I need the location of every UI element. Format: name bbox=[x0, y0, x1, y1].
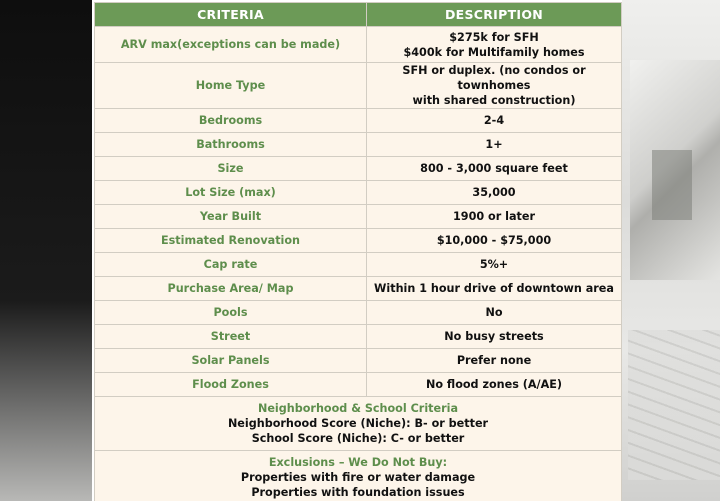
exclusions-cell bbox=[95, 451, 622, 501]
criteria-column-header: CRITERIA bbox=[95, 3, 367, 27]
description-cell: No bbox=[367, 301, 622, 325]
criteria-cell: ARV max(exceptions can be made) bbox=[95, 27, 367, 63]
description-cell: $10,000 - $75,000 bbox=[367, 229, 622, 253]
table-row bbox=[95, 277, 622, 301]
exclusion-item: Properties with foundation issues bbox=[251, 486, 465, 499]
description-line: SFH or duplex. (no condos or townhomes bbox=[402, 64, 586, 92]
table-row bbox=[95, 229, 622, 253]
description-line: with shared construction) bbox=[412, 94, 576, 107]
description-line: $400k for Multifamily homes bbox=[403, 45, 585, 59]
criteria-cell: Lot Size (max) bbox=[95, 181, 367, 205]
description-cell: 1900 or later bbox=[367, 205, 622, 229]
description-cell: No busy streets bbox=[367, 325, 622, 349]
criteria-cell: Estimated Renovation bbox=[95, 229, 367, 253]
background-keyboard-image bbox=[628, 330, 720, 480]
background-window-image bbox=[652, 150, 692, 220]
neighborhood-score-line: Neighborhood Score (Niche): B- or better bbox=[227, 417, 489, 430]
criteria-cell: Bedrooms bbox=[95, 109, 367, 133]
table-row bbox=[95, 349, 622, 373]
exclusions-title: Exclusions – We Do Not Buy: bbox=[268, 456, 448, 469]
table-row bbox=[95, 205, 622, 229]
table-row bbox=[95, 157, 622, 181]
criteria-cell: Flood Zones bbox=[95, 373, 367, 397]
exclusion-item: Properties with fire or water damage bbox=[240, 471, 476, 484]
table-header-row bbox=[95, 3, 622, 27]
criteria-cell: Cap rate bbox=[95, 253, 367, 277]
neighborhood-criteria-cell bbox=[95, 397, 622, 451]
neighborhood-title: Neighborhood & School Criteria bbox=[257, 402, 458, 415]
description-cell: 35,000 bbox=[367, 181, 622, 205]
criteria-cell: Purchase Area/ Map bbox=[95, 277, 367, 301]
description-cell: No flood zones (A/AE) bbox=[367, 373, 622, 397]
criteria-cell: Home Type bbox=[95, 63, 367, 109]
table-row bbox=[95, 373, 622, 397]
school-score-line: School Score (Niche): C- or better bbox=[251, 432, 465, 445]
description-cell: Prefer none bbox=[367, 349, 622, 373]
description-cell: Within 1 hour drive of downtown area bbox=[367, 277, 622, 301]
description-cell: 800 - 3,000 square feet bbox=[367, 157, 622, 181]
exclusions-row bbox=[95, 451, 622, 501]
description-cell: 5%+ bbox=[367, 253, 622, 277]
table-row bbox=[95, 181, 622, 205]
criteria-table bbox=[94, 2, 622, 501]
criteria-cell: Street bbox=[95, 325, 367, 349]
table-row bbox=[95, 301, 622, 325]
description-column-header: DESCRIPTION bbox=[367, 3, 622, 27]
criteria-cell: Year Built bbox=[95, 205, 367, 229]
table-row bbox=[95, 63, 622, 109]
description-cell bbox=[367, 63, 622, 109]
criteria-cell: Bathrooms bbox=[95, 133, 367, 157]
neighborhood-row bbox=[95, 397, 622, 451]
table-row bbox=[95, 27, 622, 63]
table-row bbox=[95, 109, 622, 133]
background-left-shadow bbox=[0, 0, 92, 501]
table-row bbox=[95, 133, 622, 157]
table-row bbox=[95, 253, 622, 277]
description-cell: 2-4 bbox=[367, 109, 622, 133]
criteria-cell: Size bbox=[95, 157, 367, 181]
criteria-cell: Pools bbox=[95, 301, 367, 325]
description-cell: 1+ bbox=[367, 133, 622, 157]
table-row bbox=[95, 325, 622, 349]
description-cell bbox=[367, 27, 622, 63]
criteria-cell: Solar Panels bbox=[95, 349, 367, 373]
description-line: $275k for SFH bbox=[449, 30, 539, 44]
